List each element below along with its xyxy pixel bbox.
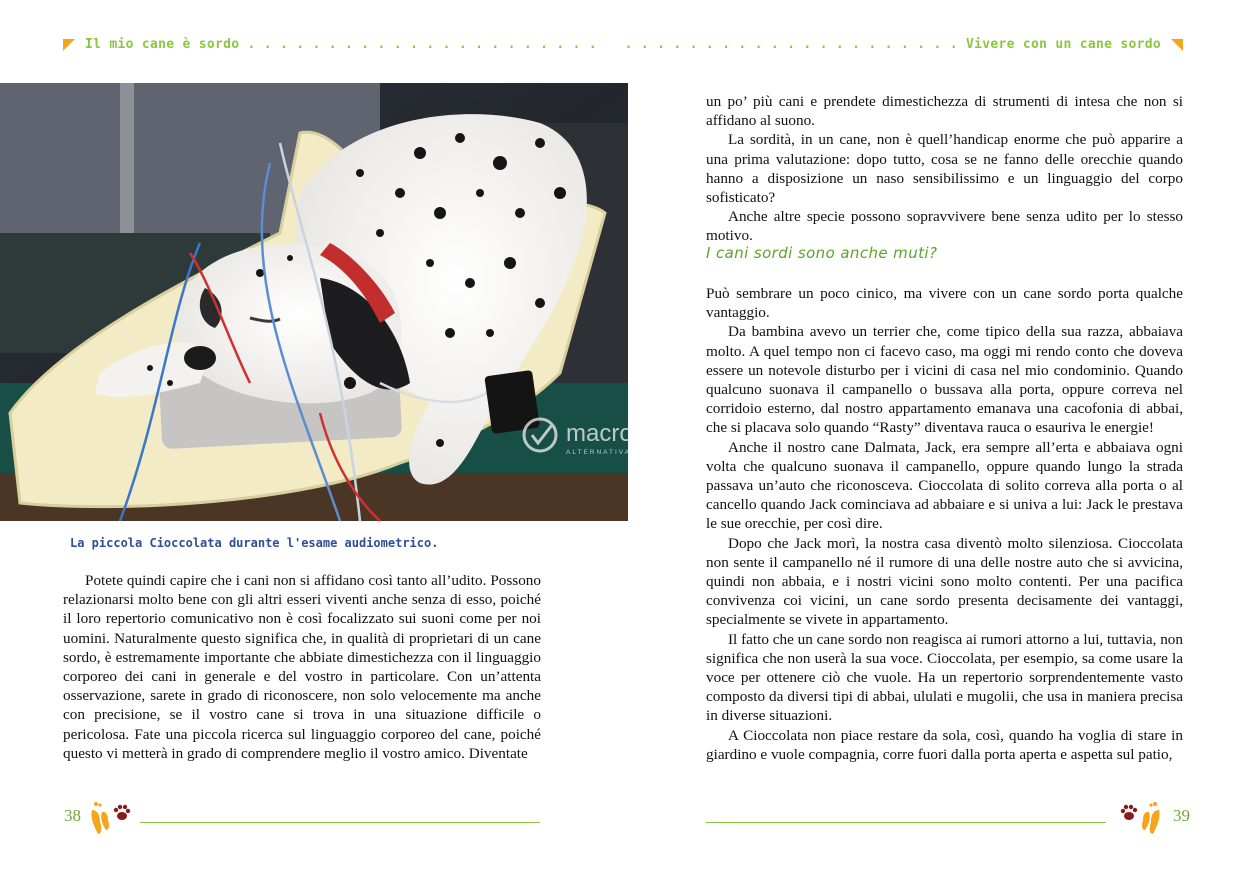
right-paragraph: un po’ più cani e prendete dimestichezza di strumenti di intesa che non si affidano al suono. — [706, 93, 1183, 130]
corner-triangle-icon — [63, 39, 75, 51]
page-number-left: 38 — [64, 806, 81, 825]
right-paragraph: A Cioccolata non piace restare da sola, così, quando ha voglia di stare in giardino e vuole compagnia, corre fuori dalla porta aperta e aspetta sul patio, — [706, 726, 1183, 763]
right-running-header — [625, 37, 1183, 52]
left-body-text — [63, 571, 541, 763]
left-running-header — [63, 37, 597, 52]
right-footer — [623, 800, 1247, 830]
watermark-tagline: ALTERNATIVA NATURALE — [566, 449, 685, 456]
page-number-right: 39 — [1173, 806, 1190, 825]
right-paragraph: La sordità, in un cane, non è quell’handicap enorme che può apparire a una prima valutazione: dopo tutto, cosa se ne fanno delle orecchie quando hanno a disposizione un naso sensibilissimo e un linguaggio del corpo sofisticato? — [706, 131, 1183, 207]
section-heading: I cani sordi sono anche muti? — [706, 244, 938, 262]
left-paragraph: Potete quindi capire che i cani non si affidano così tanto all’udito. Possono relazionarsi molto bene con gli altri esseri viventi anche senza di esso, poiché il loro repertorio comunicativo non è così focalizzato sui suoni come per noi uomini. Naturalmente questo significa che, in qualità di proprietari di un cane sordo, è estremamente importante che abbiate dimestichezza con il linguaggio corporeo dei cani in generale e del vostro in particolare. Con un’attenta osservazione, sarete in grado di riconoscere, non solo velocemente ma anche con precisione, se il vostro cane si trova in una situazione difficile o pericolosa. Fate una piccola ricerca sul linguaggio corporeo del cane, poiché questo vi metterà in grado di comprendere meglio il vostro amico. Diventate — [63, 572, 541, 762]
footprint-paw-icon — [86, 800, 134, 841]
watermark-brand: macrolibrarsi — [566, 420, 704, 447]
right-top-text — [706, 92, 1183, 246]
footer-rule — [140, 822, 540, 823]
right-header-text: . . . . . . . . . . . . . . . . . . . . . Vivere con un cane sordo — [624, 37, 1161, 52]
right-paragraph: Il fatto che un cane sordo non reagisca ai rumori attorno a lui, tuttavia, non significa che non userà la sua voce. Cioccolata, per esempio, sa come usare la voce per ottenere ciò che vuole. Ha un repertorio sorprendentemente vasto composto da diversi tipi di abbai, ululati e mugolii, che usa in maniera precisa in diverse situazioni. — [706, 630, 1183, 725]
right-main-text — [706, 284, 1183, 764]
left-footer — [0, 800, 623, 830]
right-paragraph: Dopo che Jack morì, la nostra casa diventò molto silenziosa. Cioccolata non sente il campanello né il rumore di una delle nostre auto che si avvicina, quindi non abbaia, e i nostri vicini sono molto contenti. Per una pacifica convivenza coi vicini, un cane sordo presenta decisamente dei vantaggi, specialmente se vivete in appartamento. — [706, 534, 1183, 629]
right-paragraph: Anche il nostro cane Dalmata, Jack, era sempre all’erta e abbaiava ogni volta che qualcuno suonava il campanello, oppure quando lungo la strada passava un’auto che riconosceva. Cioccolata di solito correva alla porta o al cancello quando Jack cominciava ad abbaiare e si univa a lui: Jack le prestava le sue orecchie, per così dire. — [706, 438, 1183, 533]
dalmatian-puppy-photo — [0, 83, 704, 521]
paw-footprint-icon — [1117, 800, 1165, 841]
corner-triangle-icon — [1171, 39, 1183, 51]
photo-caption: La piccola Cioccolata durante l'esame audiometrico. — [70, 536, 439, 550]
right-paragraph: Da bambina avevo un terrier che, come tipico della sua razza, abbaiava molto. A quel tempo non ci facevo caso, ma oggi mi rendo conto che doveva essere un notevole disturbo per i vicini di casa nel mio condominio. Quando qualcuno suonava il campanello o bussava alla porta, oppure correva nel corridoio esterno, dal nostro appartamento emanava una cacofonia di abbai, che si placava solo quando “Rasty” diventava rauca o esauriva le energie! — [706, 323, 1183, 437]
right-paragraph: Può sembrare un poco cinico, ma vivere con un cane sordo porta qualche vantaggio. — [706, 285, 1183, 322]
right-paragraph: Anche altre specie possono sopravvivere bene senza udito per lo stesso motivo. — [706, 208, 1183, 245]
footer-rule — [706, 822, 1106, 823]
right-page — [623, 0, 1247, 869]
left-header-text: Il mio cane è sordo . . . . . . . . . . . . . . . . . . . . . . — [85, 37, 597, 52]
